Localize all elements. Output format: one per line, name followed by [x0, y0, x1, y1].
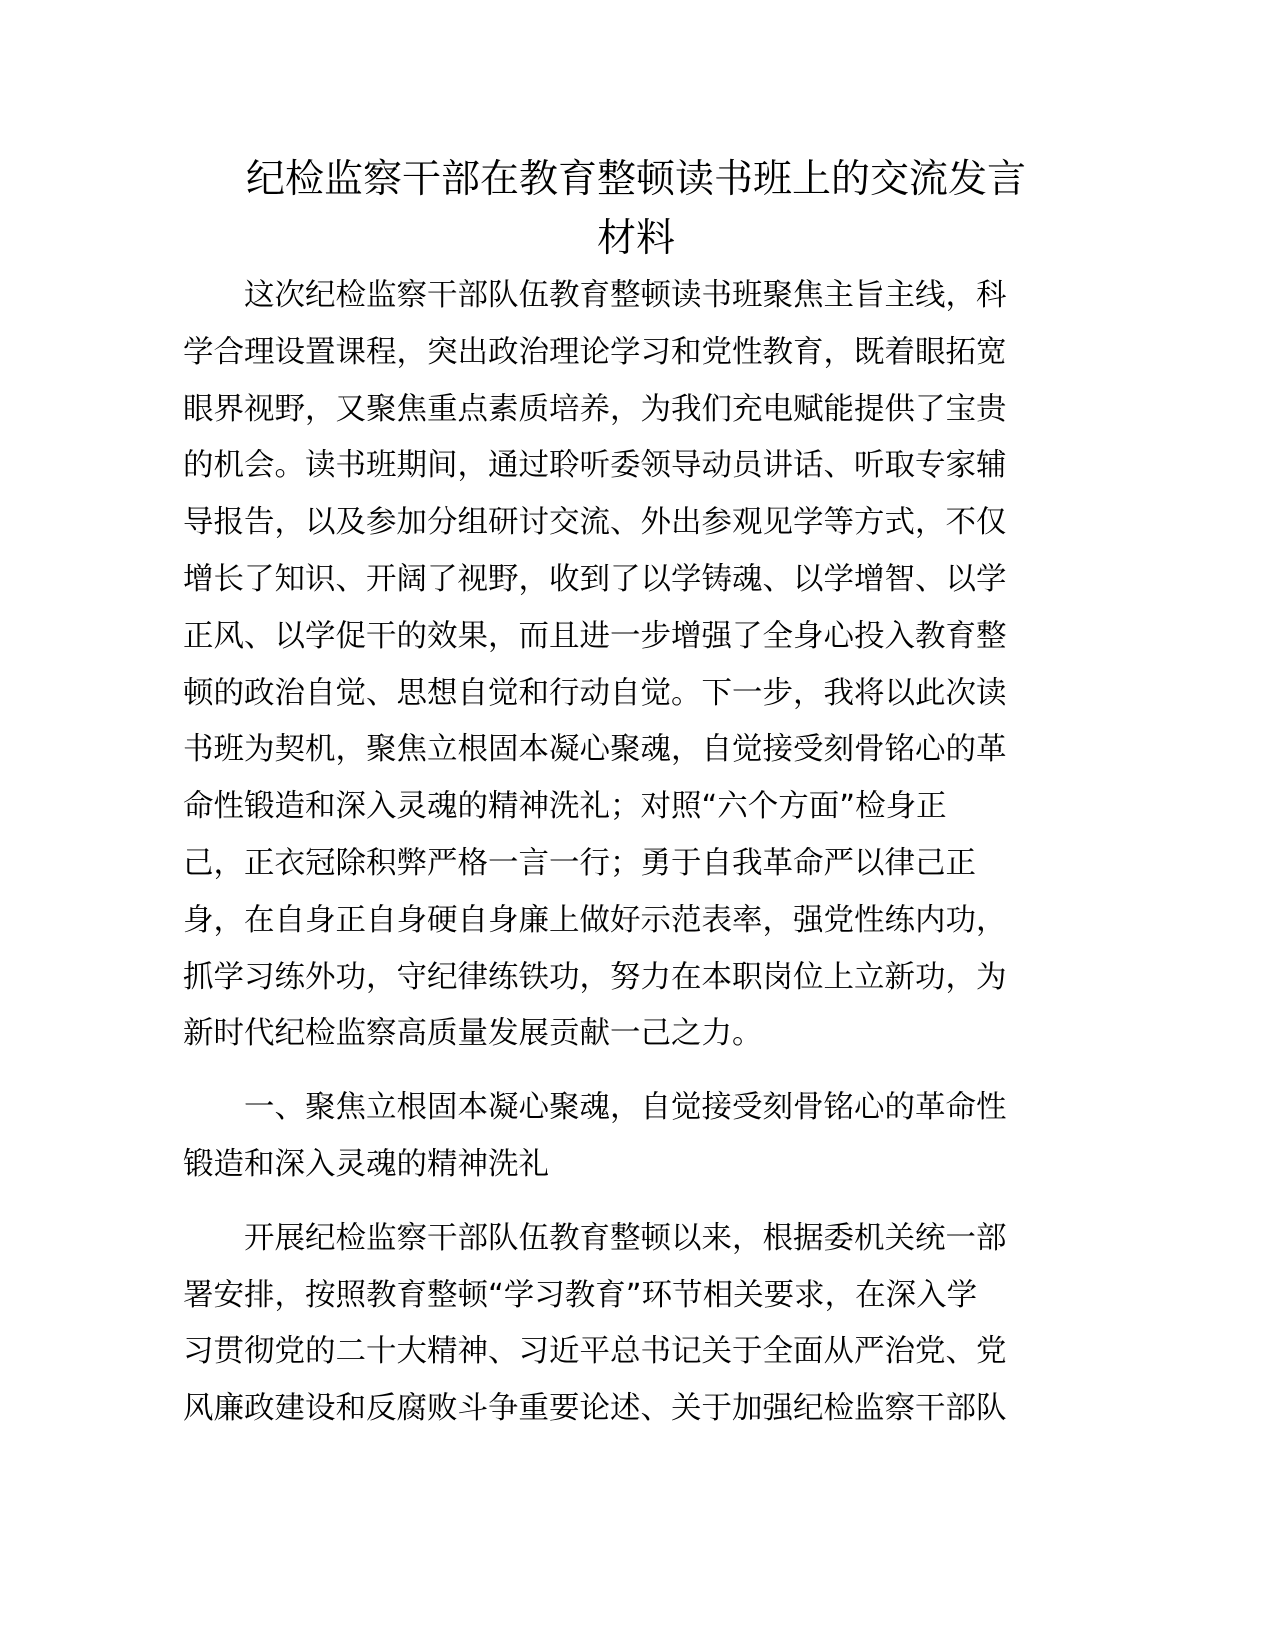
paragraph-line: 身，在自身正自身硬自身廉上做好示范表率，强党性练内功，: [183, 902, 1007, 938]
title-line-1: 纪检监察干部在教育整顿读书班上的交流发言: [245, 157, 1026, 202]
title-line-2: 材料: [596, 216, 675, 261]
paragraph-line: 署安排，按照教育整顿“学习教育”环节相关要求，在深入学: [183, 1277, 978, 1313]
paragraph-line: 这次纪检监察干部队伍教育整顿读书班聚焦主旨主线，科: [244, 278, 1007, 313]
paragraph-line: 开展纪检监察干部队伍教育整顿以来，根据委机关统一部: [244, 1220, 1007, 1256]
section-heading: [183, 1080, 1088, 1194]
paragraph-line: 新时代纪检监察高质量发展贡献一己之力。: [183, 1016, 763, 1052]
heading-line: 锻造和深入灵魂的精神洗礼: [183, 1146, 549, 1182]
paragraph-line: 正风、以学促干的效果，而且进一步增强了全身心投入教育整: [183, 618, 1007, 654]
document-body: [183, 268, 1088, 1455]
paragraph-line: 己，正衣冠除积弊严格一言一行；勇于自我革命严以律己正: [183, 845, 976, 881]
intro-paragraph: [183, 268, 1088, 1063]
document-title: [180, 150, 1092, 268]
paragraph-line: 眼界视野，又聚焦重点素质培养，为我们充电赋能提供了宝贵: [183, 391, 1007, 427]
paragraph-line: 顿的政治自觉、思想自觉和行动自觉。下一步，我将以此次读: [183, 675, 1007, 711]
paragraph-line: 习贯彻党的二十大精神、习近平总书记关于全面从严治党、党: [183, 1334, 1007, 1370]
paragraph-line: 书班为契机，聚焦立根固本凝心聚魂，自觉接受刻骨铭心的革: [183, 732, 1007, 768]
paragraph-line: 学合理设置课程，突出政治理论学习和党性教育，既着眼拓宽: [183, 334, 1007, 370]
paragraph-line: 抓学习练外功，守纪律练铁功，努力在本职岗位上立新功，为: [183, 959, 1007, 995]
paragraph-line: 的机会。读书班期间，通过聆听委领导动员讲话、听取专家辅: [183, 448, 1007, 484]
section-paragraph: [183, 1211, 1088, 1438]
paragraph-line: 命性锻造和深入灵魂的精神洗礼；对照“六个方面”检身正: [183, 789, 947, 825]
paragraph-line: 导报告，以及参加分组研讨交流、外出参观见学等方式，不仅: [183, 505, 1007, 541]
paragraph-line: 风廉政建设和反腐败斗争重要论述、关于加强纪检监察干部队: [183, 1391, 1007, 1427]
heading-line: 一、聚焦立根固本凝心聚魂，自觉接受刻骨铭心的革命性: [244, 1090, 1007, 1126]
paragraph-line: 增长了知识、开阔了视野，收到了以学铸魂、以学增智、以学: [183, 561, 1007, 597]
